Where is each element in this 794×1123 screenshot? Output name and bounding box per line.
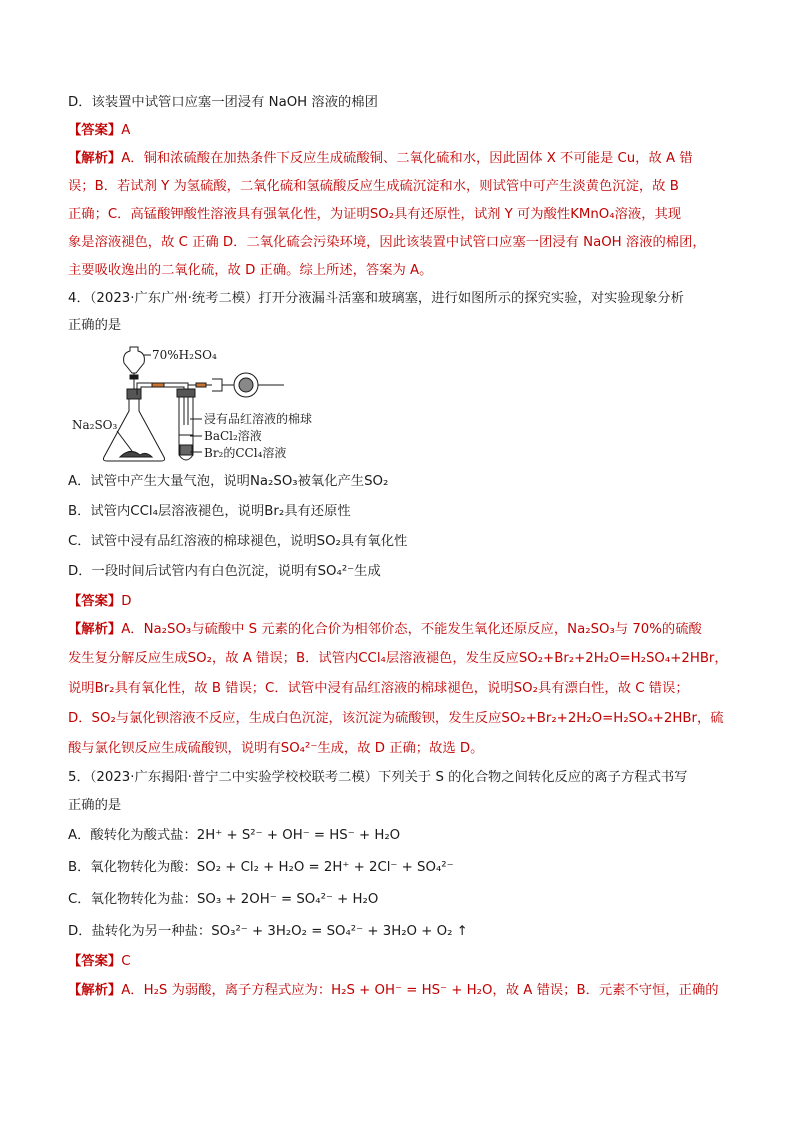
q3-option-d: D．该装置中试管口应塞一团浸有 NaOH 溶液的棉团 xyxy=(68,95,378,110)
q4-option-a: A．试管中产生大量气泡，说明Na₂SO₃被氧化产生SO₂ xyxy=(68,474,389,489)
q5-stem: 正确的是 xyxy=(68,798,122,813)
q4-option-c: C．试管中浸有品红溶液的棉球褪色，说明SO₂具有氧化性 xyxy=(68,534,408,549)
q4-option-d: D．一段时间后试管内有白色沉淀，说明有SO₄²⁻生成 xyxy=(68,564,381,579)
q4-analysis-line: A．Na₂SO₃与硫酸中 S 元素的化合价为相邻价态，不能发生氧化还原反应，Na₂SO₃与 70%的硫酸 xyxy=(121,622,702,637)
q5-stem: 5．（2023·广东揭阳·普宁二中实验学校校联考二模）下列关于 S 的化合物之间转化反应的离子方程式书写 xyxy=(68,770,688,785)
q3-analysis-line: 误；B．若试剂 Y 为氢硫酸，二氧化硫和氢硫酸反应生成硫沉淀和水，则试管中可产生淡黄色沉淀，故 B xyxy=(68,179,679,194)
drying-tube xyxy=(234,373,284,397)
q5-answer-row xyxy=(68,952,130,972)
funnel-label: 70%H₂SO₄ xyxy=(152,348,217,362)
q5-option-b: B．氧化物转化为酸：SO₂ + Cl₂ + H₂O = 2H⁺ + 2Cl⁻ + SO₄²⁻ xyxy=(68,860,454,875)
q5-option-d: D．盐转化为另一种盐：SO₃²⁻ + 3H₂O₂ = SO₄²⁻ + 3H₂O + O₂ ↑ xyxy=(68,924,468,939)
q5-analysis-row-1 xyxy=(68,981,719,1001)
q4-option-b: B．试管内CCl₄层溶液褪色，说明Br₂具有还原性 xyxy=(68,504,351,519)
q4-stem: 4．（2023·广东广州·统考二模）打开分液漏斗活塞和玻璃塞，进行如图所示的探究实验，对实验现象分析 xyxy=(68,291,684,306)
q3-answer: A xyxy=(121,123,131,138)
q3-analysis-line: 象是溶液褪色，故 C 正确 D．二氧化硫会污染环境，因此该装置中试管口应塞一团浸有 NaOH 溶液的棉团， xyxy=(68,235,706,250)
cotton-label: 浸有品红溶液的棉球 xyxy=(204,412,312,426)
apparatus-diagram xyxy=(72,339,312,467)
q5-answer-label: 【答案】 xyxy=(68,954,122,969)
q5-analysis-line: A．H₂S 为弱酸，离子方程式应为：H₂S + OH⁻ = HS⁻ + H₂O，故 A 错误；B．元素不守恒，正确的 xyxy=(121,983,719,998)
q4-analysis-row-1 xyxy=(68,620,702,640)
q4-analysis-line: 发生复分解反应生成SO₂，故 A 错误；B．试管内CCl₄层溶液褪色，发生反应SO₂+Br₂+2H₂O=H₂SO₄+2HBr， xyxy=(68,651,728,666)
br2-label: Br₂的CCl₄溶液 xyxy=(204,446,287,460)
q3-answer-row xyxy=(68,121,130,141)
test-tube xyxy=(177,389,195,460)
flask-label: Na₂SO₃ xyxy=(72,418,118,432)
bacl2-label: BaCl₂溶液 xyxy=(204,429,262,443)
q5-option-c: C．氧化物转化为盐：SO₃ + 2OH⁻ = SO₄²⁻ + H₂O xyxy=(68,892,379,907)
q4-analysis-line: 酸与氯化钡反应生成硫酸钡，说明有SO₄²⁻生成，故 D 正确；故选 D。 xyxy=(68,741,484,756)
q5-analysis-label: 【解析】 xyxy=(68,983,122,998)
q5-answer: C xyxy=(121,954,131,969)
q3-analysis-line: 正确；C．高锰酸钾酸性溶液具有强氧化性，为证明SO₂具有还原性，试剂 Y 可为酸性KMnO₄溶液，其现 xyxy=(68,207,682,222)
q4-analysis-line: D．SO₂与氯化钡溶液不反应，生成白色沉淀，该沉淀为硫酸钡，发生反应SO₂+Br₂+2H₂O=H₂SO₄+2HBr，硫 xyxy=(68,711,724,726)
q4-analysis-line: 说明Br₂具有氧化性，故 B 错误；C．试管中浸有品红溶液的棉球褪色，说明SO₂具有漂白性，故 C 错误； xyxy=(68,681,689,696)
q3-analysis-row-1 xyxy=(68,149,693,169)
q4-answer: D xyxy=(121,594,132,609)
q4-answer-label: 【答案】 xyxy=(68,594,122,609)
q4-answer-row xyxy=(68,592,131,612)
q4-analysis-label: 【解析】 xyxy=(68,622,122,637)
q3-analysis-label: 【解析】 xyxy=(68,151,122,166)
q4-stem: 正确的是 xyxy=(68,318,122,333)
q3-analysis-line: A．铜和浓硫酸在加热条件下反应生成硫酸铜、二氧化硫和水，因此固体 X 不可能是 Cu，故 A 错 xyxy=(121,151,693,166)
q5-option-a: A．酸转化为酸式盐：2H⁺ + S²⁻ + OH⁻ = HS⁻ + H₂O xyxy=(68,828,401,843)
q3-analysis-line: 主要吸收逸出的二氧化硫，故 D 正确。综上所述，答案为 A。 xyxy=(68,263,433,278)
q3-answer-label: 【答案】 xyxy=(68,123,122,138)
